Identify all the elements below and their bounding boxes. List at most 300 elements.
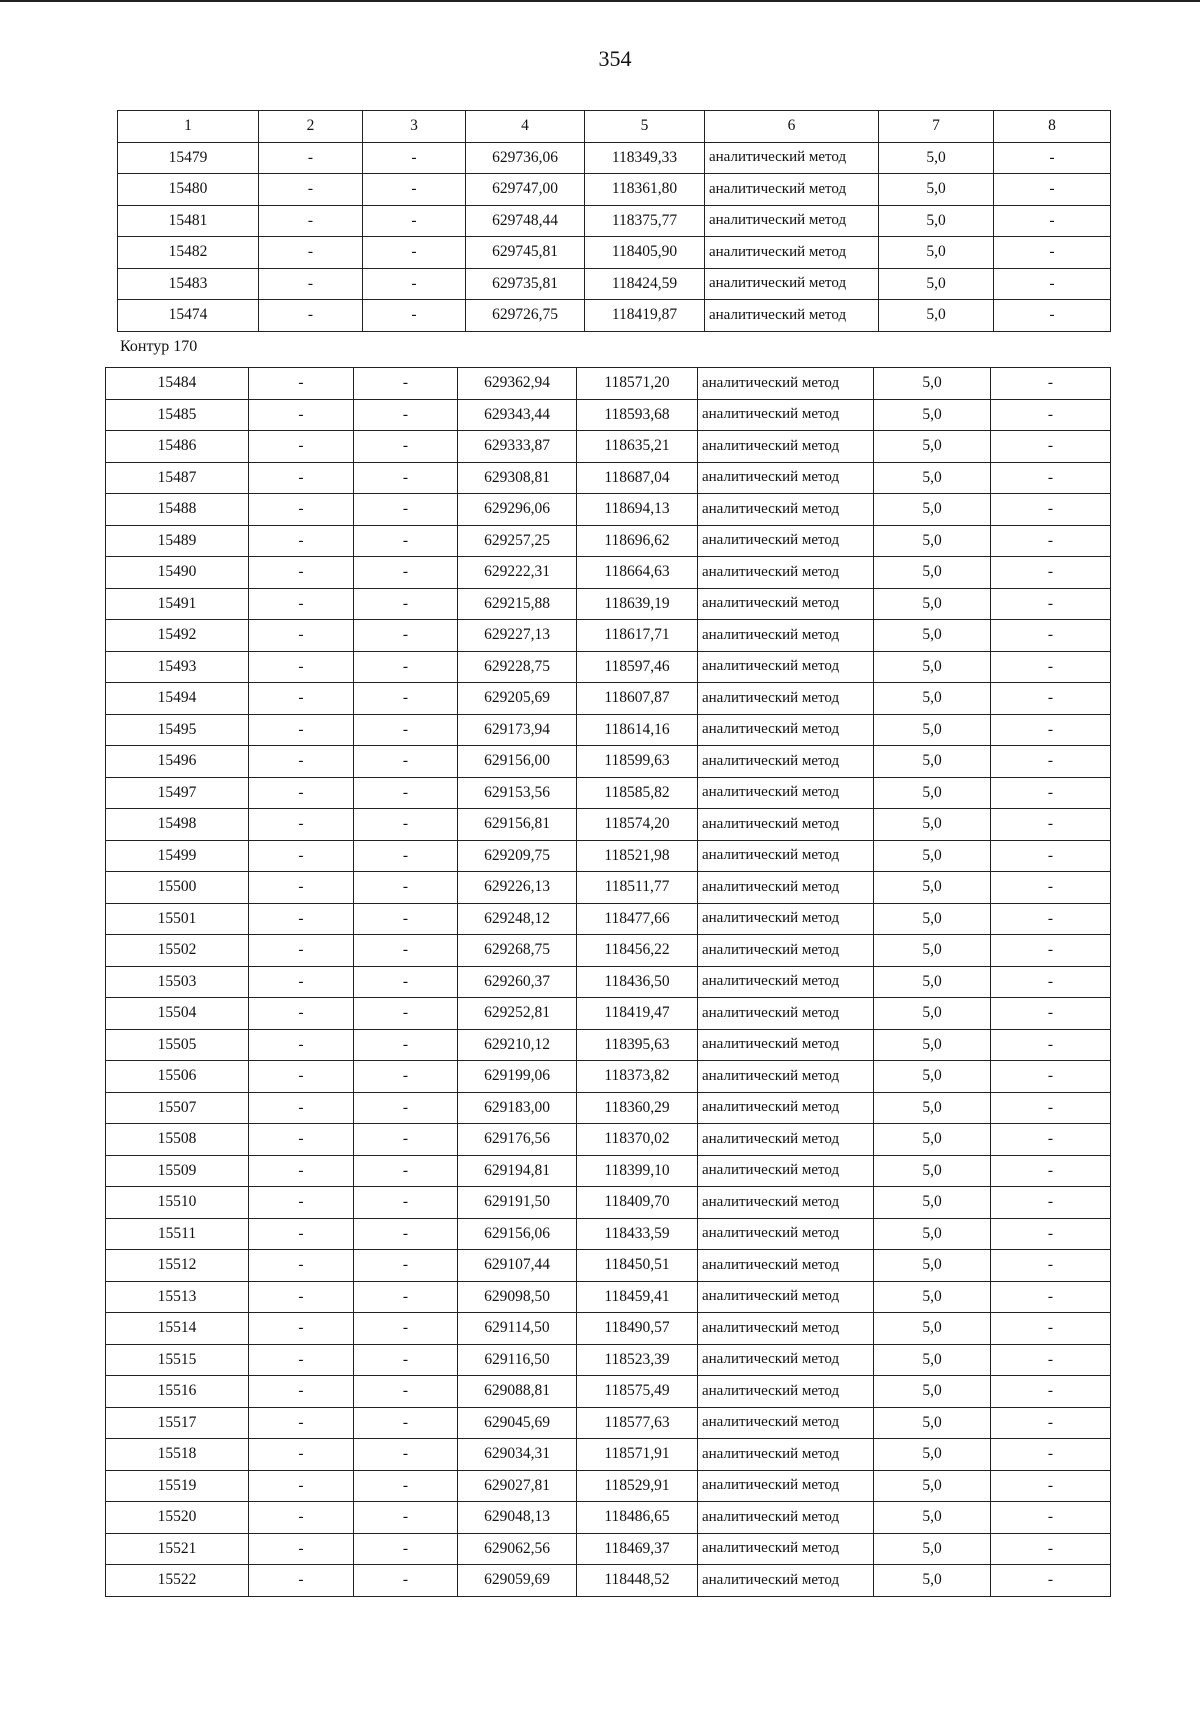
method-cell: аналитический метод [698,714,874,746]
col8-cell: - [991,1376,1111,1408]
table-row [106,714,1111,746]
point-number-cell: 15499 [106,840,249,872]
col8-cell: - [994,300,1111,332]
point-number-cell: 15483 [118,268,259,300]
method-cell: аналитический метод [698,1533,874,1565]
col8-cell: - [991,777,1111,809]
method-cell: аналитический метод [698,1502,874,1534]
accuracy-cell: 5,0 [874,746,991,778]
point-number-cell: 15513 [106,1281,249,1313]
point-number-cell: 15481 [118,205,259,237]
table-row [106,1218,1111,1250]
y-coordinate-cell: 118574,20 [577,809,698,841]
accuracy-cell: 5,0 [874,557,991,589]
col3-cell: - [354,1344,458,1376]
method-cell: аналитический метод [698,1250,874,1282]
x-coordinate-cell: 629252,81 [458,998,577,1030]
col3-cell: - [354,588,458,620]
method-cell: аналитический метод [698,840,874,872]
table-row [118,174,1111,206]
col2-cell: - [249,1376,354,1408]
table-row [106,1187,1111,1219]
x-coordinate-cell: 629098,50 [458,1281,577,1313]
point-number-cell: 15508 [106,1124,249,1156]
col8-cell: - [991,1470,1111,1502]
y-coordinate-cell: 118450,51 [577,1250,698,1282]
col8-cell: - [991,1061,1111,1093]
accuracy-cell: 5,0 [874,368,991,400]
point-number-cell: 15486 [106,431,249,463]
col2-cell: - [249,1187,354,1219]
col8-cell: - [994,268,1111,300]
point-number-cell: 15515 [106,1344,249,1376]
col2-cell: - [249,714,354,746]
table-row [106,1281,1111,1313]
table-row [106,1470,1111,1502]
col8-cell: - [991,1092,1111,1124]
point-number-cell: 15512 [106,1250,249,1282]
table-row [118,237,1111,269]
col3-cell: - [354,746,458,778]
method-cell: аналитический метод [698,935,874,967]
col3-cell: - [354,651,458,683]
col2-cell: - [249,1565,354,1597]
table-row [106,683,1111,715]
method-cell: аналитический метод [698,1061,874,1093]
accuracy-cell: 5,0 [874,1155,991,1187]
y-coordinate-cell: 118529,91 [577,1470,698,1502]
col3-cell: - [354,1250,458,1282]
point-number-cell: 15509 [106,1155,249,1187]
col2-cell: - [259,300,363,332]
method-cell: аналитический метод [698,966,874,998]
x-coordinate-cell: 629199,06 [458,1061,577,1093]
x-coordinate-cell: 629156,00 [458,746,577,778]
table-row [106,777,1111,809]
accuracy-cell: 5,0 [874,683,991,715]
x-coordinate-cell: 629215,88 [458,588,577,620]
point-number-cell: 15479 [118,142,259,174]
x-coordinate-cell: 629048,13 [458,1502,577,1534]
accuracy-cell: 5,0 [874,1439,991,1471]
col2-cell: - [249,399,354,431]
header-cell: 1 [118,111,259,143]
col8-cell: - [991,1124,1111,1156]
col3-cell: - [354,557,458,589]
col3-cell: - [354,1502,458,1534]
col2-cell: - [249,809,354,841]
col3-cell: - [354,525,458,557]
col3-cell: - [354,1533,458,1565]
x-coordinate-cell: 629209,75 [458,840,577,872]
accuracy-cell: 5,0 [874,431,991,463]
accuracy-cell: 5,0 [874,651,991,683]
table-row [118,300,1111,332]
accuracy-cell: 5,0 [874,1502,991,1534]
x-coordinate-cell: 629045,69 [458,1407,577,1439]
col8-cell: - [994,237,1111,269]
x-coordinate-cell: 629153,56 [458,777,577,809]
table-row [106,966,1111,998]
point-number-cell: 15506 [106,1061,249,1093]
col3-cell: - [363,205,466,237]
col8-cell: - [991,1502,1111,1534]
y-coordinate-cell: 118456,22 [577,935,698,967]
x-coordinate-cell: 629059,69 [458,1565,577,1597]
col2-cell: - [249,1155,354,1187]
accuracy-cell: 5,0 [874,1250,991,1282]
accuracy-cell: 5,0 [874,462,991,494]
method-cell: аналитический метод [698,1376,874,1408]
accuracy-cell: 5,0 [879,268,994,300]
y-coordinate-cell: 118635,21 [577,431,698,463]
y-coordinate-cell: 118399,10 [577,1155,698,1187]
col2-cell: - [249,1092,354,1124]
x-coordinate-cell: 629156,06 [458,1218,577,1250]
x-coordinate-cell: 629745,81 [466,237,585,269]
table-row [106,1439,1111,1471]
accuracy-cell: 5,0 [874,1218,991,1250]
col3-cell: - [354,1281,458,1313]
col8-cell: - [991,1533,1111,1565]
method-cell: аналитический метод [705,237,879,269]
point-number-cell: 15517 [106,1407,249,1439]
y-coordinate-cell: 118419,87 [585,300,705,332]
col3-cell: - [363,174,466,206]
col3-cell: - [354,494,458,526]
method-cell: аналитический метод [698,903,874,935]
point-number-cell: 15522 [106,1565,249,1597]
table-row [106,1155,1111,1187]
accuracy-cell: 5,0 [874,1407,991,1439]
accuracy-cell: 5,0 [874,998,991,1030]
col3-cell: - [354,1313,458,1345]
x-coordinate-cell: 629027,81 [458,1470,577,1502]
method-cell: аналитический метод [698,525,874,557]
point-number-cell: 15474 [118,300,259,332]
col3-cell: - [354,1155,458,1187]
col8-cell: - [991,1313,1111,1345]
col3-cell: - [354,1565,458,1597]
coordinates-table-contour [105,367,1111,1597]
accuracy-cell: 5,0 [874,1565,991,1597]
col8-cell: - [991,714,1111,746]
col2-cell: - [249,651,354,683]
table-row [106,1376,1111,1408]
table-row [106,494,1111,526]
y-coordinate-cell: 118395,63 [577,1029,698,1061]
point-number-cell: 15490 [106,557,249,589]
point-number-cell: 15495 [106,714,249,746]
col8-cell: - [991,399,1111,431]
col8-cell: - [991,368,1111,400]
col2-cell: - [249,1533,354,1565]
method-cell: аналитический метод [698,399,874,431]
y-coordinate-cell: 118490,57 [577,1313,698,1345]
col2-cell: - [249,557,354,589]
col8-cell: - [991,1029,1111,1061]
accuracy-cell: 5,0 [874,872,991,904]
col8-cell: - [991,872,1111,904]
col2-cell: - [249,777,354,809]
accuracy-cell: 5,0 [874,1376,991,1408]
method-cell: аналитический метод [698,746,874,778]
col2-cell: - [249,431,354,463]
col3-cell: - [354,714,458,746]
accuracy-cell: 5,0 [879,300,994,332]
col8-cell: - [991,840,1111,872]
method-cell: аналитический метод [698,494,874,526]
col8-cell: - [991,1281,1111,1313]
point-number-cell: 15521 [106,1533,249,1565]
point-number-cell: 15516 [106,1376,249,1408]
point-number-cell: 15484 [106,368,249,400]
point-number-cell: 15492 [106,620,249,652]
x-coordinate-cell: 629257,25 [458,525,577,557]
col3-cell: - [354,683,458,715]
header-cell: 2 [259,111,363,143]
accuracy-cell: 5,0 [874,714,991,746]
table-row [106,462,1111,494]
accuracy-cell: 5,0 [874,1029,991,1061]
col2-cell: - [259,142,363,174]
accuracy-cell: 5,0 [874,809,991,841]
col8-cell: - [991,903,1111,935]
point-number-cell: 15487 [106,462,249,494]
y-coordinate-cell: 118521,98 [577,840,698,872]
header-cell: 6 [705,111,879,143]
method-cell: аналитический метод [698,1407,874,1439]
x-coordinate-cell: 629735,81 [466,268,585,300]
coordinates-table-top [117,110,1111,332]
accuracy-cell: 5,0 [874,935,991,967]
table-row [118,268,1111,300]
accuracy-cell: 5,0 [874,1187,991,1219]
col2-cell: - [249,1061,354,1093]
x-coordinate-cell: 629736,06 [466,142,585,174]
top-border-line [0,0,1200,2]
col2-cell: - [249,840,354,872]
point-number-cell: 15504 [106,998,249,1030]
x-coordinate-cell: 629156,81 [458,809,577,841]
x-coordinate-cell: 629191,50 [458,1187,577,1219]
point-number-cell: 15500 [106,872,249,904]
table-row [106,1250,1111,1282]
x-coordinate-cell: 629114,50 [458,1313,577,1345]
col2-cell: - [249,1218,354,1250]
col2-cell: - [249,1439,354,1471]
y-coordinate-cell: 118448,52 [577,1565,698,1597]
method-cell: аналитический метод [698,1218,874,1250]
point-number-cell: 15498 [106,809,249,841]
y-coordinate-cell: 118575,49 [577,1376,698,1408]
col2-cell: - [249,1029,354,1061]
y-coordinate-cell: 118523,39 [577,1344,698,1376]
accuracy-cell: 5,0 [874,399,991,431]
col3-cell: - [354,998,458,1030]
x-coordinate-cell: 629260,37 [458,966,577,998]
method-cell: аналитический метод [698,777,874,809]
point-number-cell: 15520 [106,1502,249,1534]
col2-cell: - [249,525,354,557]
col8-cell: - [991,1407,1111,1439]
col8-cell: - [994,205,1111,237]
y-coordinate-cell: 118599,63 [577,746,698,778]
accuracy-cell: 5,0 [874,966,991,998]
x-coordinate-cell: 629268,75 [458,935,577,967]
col3-cell: - [354,431,458,463]
accuracy-cell: 5,0 [874,1092,991,1124]
x-coordinate-cell: 629210,12 [458,1029,577,1061]
y-coordinate-cell: 118419,47 [577,998,698,1030]
col2-cell: - [249,998,354,1030]
x-coordinate-cell: 629747,00 [466,174,585,206]
header-cell: 5 [585,111,705,143]
col3-cell: - [354,462,458,494]
col8-cell: - [991,1155,1111,1187]
x-coordinate-cell: 629062,56 [458,1533,577,1565]
col2-cell: - [249,903,354,935]
point-number-cell: 15511 [106,1218,249,1250]
col2-cell: - [249,1281,354,1313]
method-cell: аналитический метод [698,809,874,841]
col8-cell: - [991,998,1111,1030]
x-coordinate-cell: 629726,75 [466,300,585,332]
table-row [106,1565,1111,1597]
x-coordinate-cell: 629222,31 [458,557,577,589]
col8-cell: - [991,746,1111,778]
x-coordinate-cell: 629107,44 [458,1250,577,1282]
y-coordinate-cell: 118639,19 [577,588,698,620]
y-coordinate-cell: 118614,16 [577,714,698,746]
x-coordinate-cell: 629333,87 [458,431,577,463]
accuracy-cell: 5,0 [874,1344,991,1376]
header-cell: 4 [466,111,585,143]
table-row [106,431,1111,463]
col3-cell: - [354,620,458,652]
table-row [106,399,1111,431]
y-coordinate-cell: 118577,63 [577,1407,698,1439]
col3-cell: - [354,872,458,904]
y-coordinate-cell: 118694,13 [577,494,698,526]
accuracy-cell: 5,0 [874,588,991,620]
accuracy-cell: 5,0 [874,777,991,809]
x-coordinate-cell: 629183,00 [458,1092,577,1124]
table-row [106,588,1111,620]
point-number-cell: 15510 [106,1187,249,1219]
col2-cell: - [249,872,354,904]
col8-cell: - [991,525,1111,557]
col2-cell: - [249,683,354,715]
col8-cell: - [994,174,1111,206]
y-coordinate-cell: 118459,41 [577,1281,698,1313]
method-cell: аналитический метод [698,1281,874,1313]
accuracy-cell: 5,0 [874,1470,991,1502]
x-coordinate-cell: 629116,50 [458,1344,577,1376]
y-coordinate-cell: 118585,82 [577,777,698,809]
method-cell: аналитический метод [698,1029,874,1061]
col2-cell: - [259,268,363,300]
y-coordinate-cell: 118433,59 [577,1218,698,1250]
col2-cell: - [249,966,354,998]
x-coordinate-cell: 629176,56 [458,1124,577,1156]
col8-cell: - [991,651,1111,683]
y-coordinate-cell: 118607,87 [577,683,698,715]
col2-cell: - [249,1407,354,1439]
accuracy-cell: 5,0 [874,1124,991,1156]
point-number-cell: 15485 [106,399,249,431]
accuracy-cell: 5,0 [874,1313,991,1345]
accuracy-cell: 5,0 [879,237,994,269]
col3-cell: - [354,1218,458,1250]
point-number-cell: 15494 [106,683,249,715]
table-row [106,368,1111,400]
y-coordinate-cell: 118360,29 [577,1092,698,1124]
point-number-cell: 15496 [106,746,249,778]
x-coordinate-cell: 629227,13 [458,620,577,652]
col8-cell: - [991,966,1111,998]
accuracy-cell: 5,0 [879,205,994,237]
accuracy-cell: 5,0 [874,1533,991,1565]
method-cell: аналитический метод [705,268,879,300]
col3-cell: - [354,368,458,400]
point-number-cell: 15480 [118,174,259,206]
table-row [118,142,1111,174]
x-coordinate-cell: 629748,44 [466,205,585,237]
col8-cell: - [991,935,1111,967]
x-coordinate-cell: 629362,94 [458,368,577,400]
point-number-cell: 15501 [106,903,249,935]
accuracy-cell: 5,0 [874,840,991,872]
col8-cell: - [991,588,1111,620]
y-coordinate-cell: 118664,63 [577,557,698,589]
method-cell: аналитический метод [698,1092,874,1124]
col3-cell: - [363,142,466,174]
table-row [106,1313,1111,1345]
col2-cell: - [259,205,363,237]
point-number-cell: 15507 [106,1092,249,1124]
y-coordinate-cell: 118486,65 [577,1502,698,1534]
y-coordinate-cell: 118597,46 [577,651,698,683]
method-cell: аналитический метод [698,1124,874,1156]
method-cell: аналитический метод [698,683,874,715]
col3-cell: - [354,935,458,967]
col3-cell: - [354,1061,458,1093]
y-coordinate-cell: 118349,33 [585,142,705,174]
col3-cell: - [354,1187,458,1219]
method-cell: аналитический метод [698,588,874,620]
y-coordinate-cell: 118375,77 [585,205,705,237]
table-row [106,1029,1111,1061]
table-row [106,1092,1111,1124]
col8-cell: - [991,1344,1111,1376]
y-coordinate-cell: 118687,04 [577,462,698,494]
table-row [106,840,1111,872]
page-number: 354 [598,46,632,71]
col2-cell: - [249,1344,354,1376]
col2-cell: - [249,1124,354,1156]
col3-cell: - [363,237,466,269]
col2-cell: - [249,368,354,400]
col3-cell: - [354,1124,458,1156]
y-coordinate-cell: 118617,71 [577,620,698,652]
table-row [106,1502,1111,1534]
method-cell: аналитический метод [698,1470,874,1502]
col8-cell: - [991,1439,1111,1471]
header-cell: 3 [363,111,466,143]
col2-cell: - [249,1470,354,1502]
table-row [106,651,1111,683]
